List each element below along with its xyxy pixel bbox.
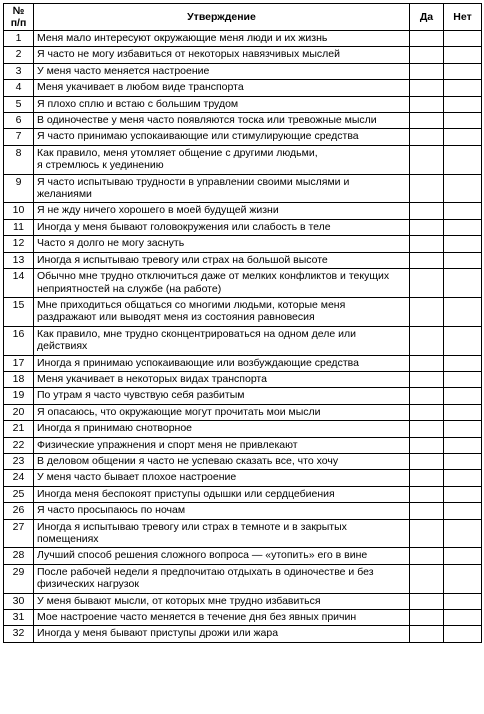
row-statement: Меня мало интересуют окружающие меня люди и их жизнь bbox=[34, 31, 410, 47]
answer-yes-cell[interactable] bbox=[410, 519, 444, 548]
table-row bbox=[4, 219, 482, 235]
header-statement: Утверждение bbox=[34, 4, 410, 31]
row-statement: Я часто просыпаюсь по ночам bbox=[34, 503, 410, 519]
row-statement: Иногда у меня бывают приступы дрожи или жара bbox=[34, 626, 410, 642]
table-row bbox=[4, 269, 482, 298]
row-statement: Обычно мне трудно отключиться даже от мелких конфликтов и текущих неприятностей на службе (на работе) bbox=[34, 269, 410, 298]
row-statement: В одиночестве у меня часто появляются тоска или тревожные мысли bbox=[34, 113, 410, 129]
table-row bbox=[4, 626, 482, 642]
row-number: 32 bbox=[4, 626, 34, 642]
answer-no-cell[interactable] bbox=[444, 326, 482, 355]
answer-yes-cell[interactable] bbox=[410, 388, 444, 404]
table-row bbox=[4, 80, 482, 96]
answer-yes-cell[interactable] bbox=[410, 355, 444, 371]
row-statement: Я опасаюсь, что окружающие могут прочитать мои мысли bbox=[34, 404, 410, 420]
answer-no-cell[interactable] bbox=[444, 297, 482, 326]
row-statement: Я часто не могу избавиться от некоторых навязчивых мыслей bbox=[34, 47, 410, 63]
table-row bbox=[4, 486, 482, 502]
row-statement: Я часто принимаю успокаивающие или стимулирующие средства bbox=[34, 129, 410, 145]
row-number: 25 bbox=[4, 486, 34, 502]
row-number: 22 bbox=[4, 437, 34, 453]
answer-no-cell[interactable] bbox=[444, 437, 482, 453]
answer-no-cell[interactable] bbox=[444, 113, 482, 129]
answer-no-cell[interactable] bbox=[444, 145, 482, 174]
answer-no-cell[interactable] bbox=[444, 129, 482, 145]
row-statement: Мое настроение часто меняется в течение дня без явных причин bbox=[34, 610, 410, 626]
row-number: 23 bbox=[4, 453, 34, 469]
answer-no-cell[interactable] bbox=[444, 63, 482, 79]
table-row bbox=[4, 355, 482, 371]
table-row bbox=[4, 453, 482, 469]
row-statement: Я плохо сплю и встаю с большим трудом bbox=[34, 96, 410, 112]
answer-yes-cell[interactable] bbox=[410, 453, 444, 469]
row-statement: Как правило, мне трудно сконцентрироваться на одном деле или действиях bbox=[34, 326, 410, 355]
answer-yes-cell[interactable] bbox=[410, 96, 444, 112]
row-number: 18 bbox=[4, 371, 34, 387]
answer-no-cell[interactable] bbox=[444, 564, 482, 593]
table-row bbox=[4, 519, 482, 548]
row-statement: Иногда у меня бывают головокружения или слабость в теле bbox=[34, 219, 410, 235]
answer-no-cell[interactable] bbox=[444, 548, 482, 564]
row-number: 20 bbox=[4, 404, 34, 420]
row-statement: Лучший способ решения сложного вопроса — «утопить» его в вине bbox=[34, 548, 410, 564]
answer-yes-cell[interactable] bbox=[410, 31, 444, 47]
answer-no-cell[interactable] bbox=[444, 421, 482, 437]
row-statement: Иногда я испытываю тревогу или страх в темноте и в закрытых помещениях bbox=[34, 519, 410, 548]
answer-no-cell[interactable] bbox=[444, 503, 482, 519]
row-number: 2 bbox=[4, 47, 34, 63]
table-row bbox=[4, 236, 482, 252]
answer-no-cell[interactable] bbox=[444, 80, 482, 96]
row-statement: У меня бывают мысли, от которых мне трудно избавиться bbox=[34, 593, 410, 609]
table-row bbox=[4, 31, 482, 47]
row-statement: Как правило, меня утомляет общение с другими людьми, я стремлюсь к уединению bbox=[34, 145, 410, 174]
answer-no-cell[interactable] bbox=[444, 203, 482, 219]
answer-yes-cell[interactable] bbox=[410, 203, 444, 219]
table-row bbox=[4, 63, 482, 79]
answer-yes-cell[interactable] bbox=[410, 421, 444, 437]
row-statement: После рабочей недели я предпочитаю отдыхать в одиночестве и без физических нагрузок bbox=[34, 564, 410, 593]
answer-yes-cell[interactable] bbox=[410, 145, 444, 174]
table-row bbox=[4, 470, 482, 486]
row-statement: Мне приходиться общаться со многими людьми, которые меня раздражают или выводят меня из состояния равновесия bbox=[34, 297, 410, 326]
table-row bbox=[4, 503, 482, 519]
answer-yes-cell[interactable] bbox=[410, 593, 444, 609]
answer-yes-cell[interactable] bbox=[410, 80, 444, 96]
answer-no-cell[interactable] bbox=[444, 388, 482, 404]
answer-yes-cell[interactable] bbox=[410, 437, 444, 453]
row-statement: В деловом общении я часто не успеваю сказать все, что хочу bbox=[34, 453, 410, 469]
row-number: 29 bbox=[4, 564, 34, 593]
table-body bbox=[4, 31, 482, 643]
row-number: 24 bbox=[4, 470, 34, 486]
table-row bbox=[4, 564, 482, 593]
row-statement: Меня укачивает в некоторых видах транспорта bbox=[34, 371, 410, 387]
table-row bbox=[4, 371, 482, 387]
row-statement: Иногда я испытываю тревогу или страх на большой высоте bbox=[34, 252, 410, 268]
questionnaire-sheet bbox=[3, 3, 481, 643]
answer-no-cell[interactable] bbox=[444, 355, 482, 371]
row-statement: Иногда меня беспокоят приступы одышки или сердцебиения bbox=[34, 486, 410, 502]
answer-no-cell[interactable] bbox=[444, 236, 482, 252]
answer-yes-cell[interactable] bbox=[410, 610, 444, 626]
answer-no-cell[interactable] bbox=[444, 470, 482, 486]
row-number: 28 bbox=[4, 548, 34, 564]
row-number: 16 bbox=[4, 326, 34, 355]
answer-no-cell[interactable] bbox=[444, 626, 482, 642]
table-row bbox=[4, 326, 482, 355]
row-number: 11 bbox=[4, 219, 34, 235]
table-row bbox=[4, 437, 482, 453]
answer-yes-cell[interactable] bbox=[410, 626, 444, 642]
answer-no-cell[interactable] bbox=[444, 371, 482, 387]
answer-yes-cell[interactable] bbox=[410, 63, 444, 79]
row-number: 26 bbox=[4, 503, 34, 519]
row-number: 9 bbox=[4, 174, 34, 203]
answer-no-cell[interactable] bbox=[444, 404, 482, 420]
answer-no-cell[interactable] bbox=[444, 31, 482, 47]
row-statement: По утрам я часто чувствую себя разбитым bbox=[34, 388, 410, 404]
answer-yes-cell[interactable] bbox=[410, 326, 444, 355]
row-number: 5 bbox=[4, 96, 34, 112]
answer-no-cell[interactable] bbox=[444, 610, 482, 626]
answer-yes-cell[interactable] bbox=[410, 404, 444, 420]
answer-yes-cell[interactable] bbox=[410, 252, 444, 268]
table-row bbox=[4, 174, 482, 203]
answer-no-cell[interactable] bbox=[444, 96, 482, 112]
row-statement: Меня укачивает в любом виде транспорта bbox=[34, 80, 410, 96]
answer-yes-cell[interactable] bbox=[410, 129, 444, 145]
answer-no-cell[interactable] bbox=[444, 486, 482, 502]
row-statement: Часто я долго не могу заснуть bbox=[34, 236, 410, 252]
row-statement: Иногда я принимаю успокаивающие или возбуждающие средства bbox=[34, 355, 410, 371]
answer-yes-cell[interactable] bbox=[410, 486, 444, 502]
table-row bbox=[4, 388, 482, 404]
row-number: 19 bbox=[4, 388, 34, 404]
header-yes: Да bbox=[410, 4, 444, 31]
row-number: 15 bbox=[4, 297, 34, 326]
row-number: 1 bbox=[4, 31, 34, 47]
answer-no-cell[interactable] bbox=[444, 47, 482, 63]
answer-yes-cell[interactable] bbox=[410, 548, 444, 564]
table-row bbox=[4, 96, 482, 112]
row-statement: Физические упражнения и спорт меня не привлекают bbox=[34, 437, 410, 453]
row-number: 10 bbox=[4, 203, 34, 219]
header-row bbox=[4, 4, 482, 31]
answer-no-cell[interactable] bbox=[444, 219, 482, 235]
row-number: 12 bbox=[4, 236, 34, 252]
answer-no-cell[interactable] bbox=[444, 269, 482, 298]
row-number: 30 bbox=[4, 593, 34, 609]
row-statement: Иногда я принимаю снотворное bbox=[34, 421, 410, 437]
row-number: 21 bbox=[4, 421, 34, 437]
answer-yes-cell[interactable] bbox=[410, 113, 444, 129]
table-row bbox=[4, 421, 482, 437]
table-row bbox=[4, 203, 482, 219]
row-number: 14 bbox=[4, 269, 34, 298]
row-number: 7 bbox=[4, 129, 34, 145]
table-row bbox=[4, 47, 482, 63]
answer-no-cell[interactable] bbox=[444, 519, 482, 548]
row-number: 3 bbox=[4, 63, 34, 79]
row-number: 27 bbox=[4, 519, 34, 548]
answer-yes-cell[interactable] bbox=[410, 236, 444, 252]
row-number: 17 bbox=[4, 355, 34, 371]
table-row bbox=[4, 610, 482, 626]
row-statement: Я не жду ничего хорошего в моей будущей жизни bbox=[34, 203, 410, 219]
row-number: 6 bbox=[4, 113, 34, 129]
header-no: Нет bbox=[444, 4, 482, 31]
questionnaire-table bbox=[3, 3, 482, 643]
answer-no-cell[interactable] bbox=[444, 252, 482, 268]
row-statement: Я часто испытываю трудности в управлении своими мыслями и желаниями bbox=[34, 174, 410, 203]
table-row bbox=[4, 129, 482, 145]
table-row bbox=[4, 297, 482, 326]
answer-yes-cell[interactable] bbox=[410, 47, 444, 63]
answer-no-cell[interactable] bbox=[444, 453, 482, 469]
answer-no-cell[interactable] bbox=[444, 593, 482, 609]
table-row bbox=[4, 252, 482, 268]
table-row bbox=[4, 593, 482, 609]
row-number: 31 bbox=[4, 610, 34, 626]
answer-yes-cell[interactable] bbox=[410, 297, 444, 326]
answer-yes-cell[interactable] bbox=[410, 371, 444, 387]
row-number: 13 bbox=[4, 252, 34, 268]
table-row bbox=[4, 548, 482, 564]
header-number: № п/п bbox=[4, 4, 34, 31]
row-statement: У меня часто меняется настроение bbox=[34, 63, 410, 79]
answer-yes-cell[interactable] bbox=[410, 470, 444, 486]
table-row bbox=[4, 404, 482, 420]
table-row bbox=[4, 113, 482, 129]
table-row bbox=[4, 145, 482, 174]
answer-yes-cell[interactable] bbox=[410, 219, 444, 235]
row-number: 4 bbox=[4, 80, 34, 96]
row-statement: У меня часто бывает плохое настроение bbox=[34, 470, 410, 486]
row-number: 8 bbox=[4, 145, 34, 174]
answer-yes-cell[interactable] bbox=[410, 564, 444, 593]
answer-yes-cell[interactable] bbox=[410, 174, 444, 203]
answer-yes-cell[interactable] bbox=[410, 269, 444, 298]
answer-no-cell[interactable] bbox=[444, 174, 482, 203]
answer-yes-cell[interactable] bbox=[410, 503, 444, 519]
